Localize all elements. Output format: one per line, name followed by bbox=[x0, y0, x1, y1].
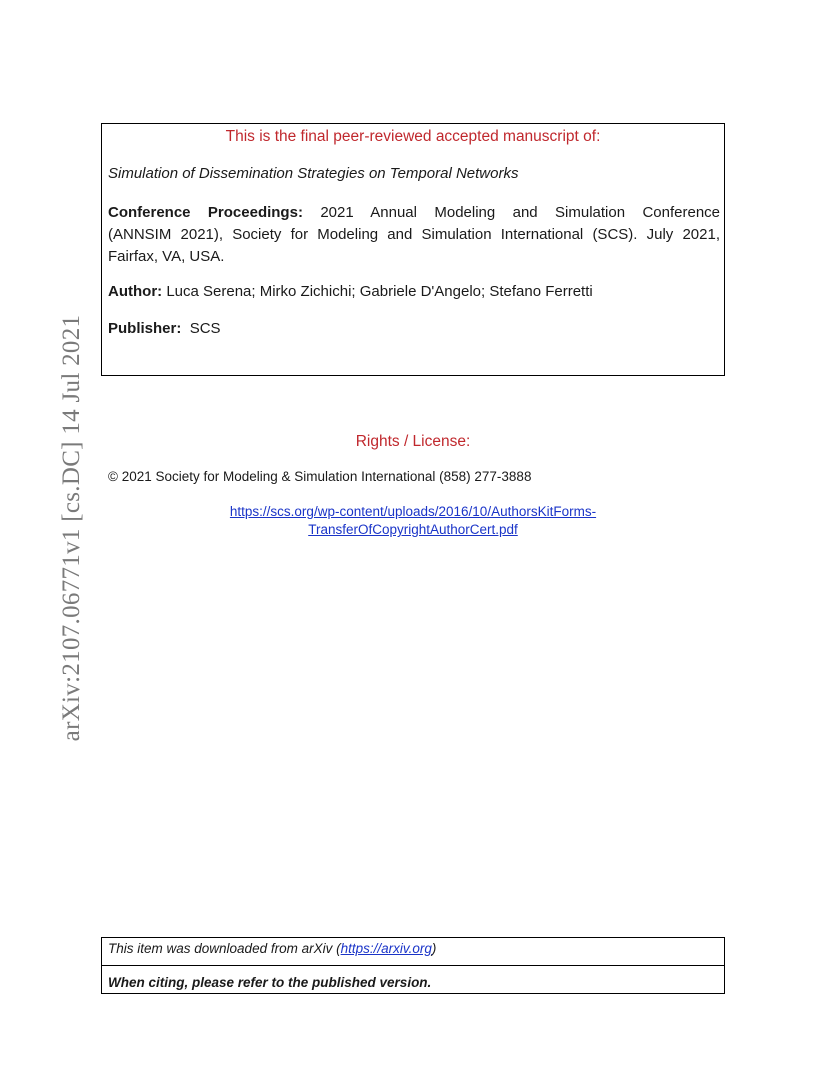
paper-title: Simulation of Dissemination Strategies on Temporal Networks bbox=[108, 165, 519, 182]
publisher-value: SCS bbox=[181, 320, 221, 337]
downloaded-suffix: ) bbox=[431, 941, 437, 956]
final-manuscript-notice: This is the final peer-reviewed accepted manuscript of: bbox=[225, 128, 601, 145]
citing-note: When citing, please refer to the published version. bbox=[108, 975, 432, 990]
arxiv-side-stamp: arXiv:2107.06771v1 [cs.DC] 14 Jul 2021 bbox=[58, 314, 85, 742]
copyright-notice: © 2021 Society for Modeling & Simulation International (858) 277-3888 bbox=[108, 469, 532, 484]
license-link-line-2[interactable]: TransferOfCopyrightAuthorCert.pdf bbox=[308, 522, 518, 537]
rights-heading: Rights / License: bbox=[355, 433, 471, 450]
conference-line-2: (ANNSIM 2021), Society for Modeling and Simulation International (SCS). July 2021, bbox=[108, 226, 720, 243]
author-label: Author: bbox=[108, 283, 163, 300]
conference-line-3: Fairfax, VA, USA. bbox=[108, 248, 225, 265]
conference-proceedings bbox=[108, 202, 720, 268]
conference-line-1 bbox=[108, 202, 720, 224]
license-link-line-1[interactable]: https://scs.org/wp-content/uploads/2016/10/AuthorsKitForms- bbox=[229, 504, 597, 519]
author-line bbox=[108, 283, 593, 300]
author-value: Luca Serena; Mirko Zichichi; Gabriele D'Angelo; Stefano Ferretti bbox=[162, 283, 593, 300]
downloaded-prefix: This item was downloaded from arXiv ( bbox=[108, 941, 341, 956]
arxiv-link[interactable]: https://arxiv.org bbox=[340, 941, 432, 956]
publisher-label: Publisher: bbox=[108, 320, 182, 337]
publisher-line bbox=[108, 320, 221, 337]
citation-box-divider bbox=[102, 965, 724, 966]
conference-text-1: 2021 Annual Modeling and Simulation Conference bbox=[302, 204, 720, 221]
conference-label: Conference Proceedings: bbox=[108, 204, 303, 221]
license-link[interactable] bbox=[101, 503, 725, 539]
downloaded-note bbox=[108, 941, 436, 956]
